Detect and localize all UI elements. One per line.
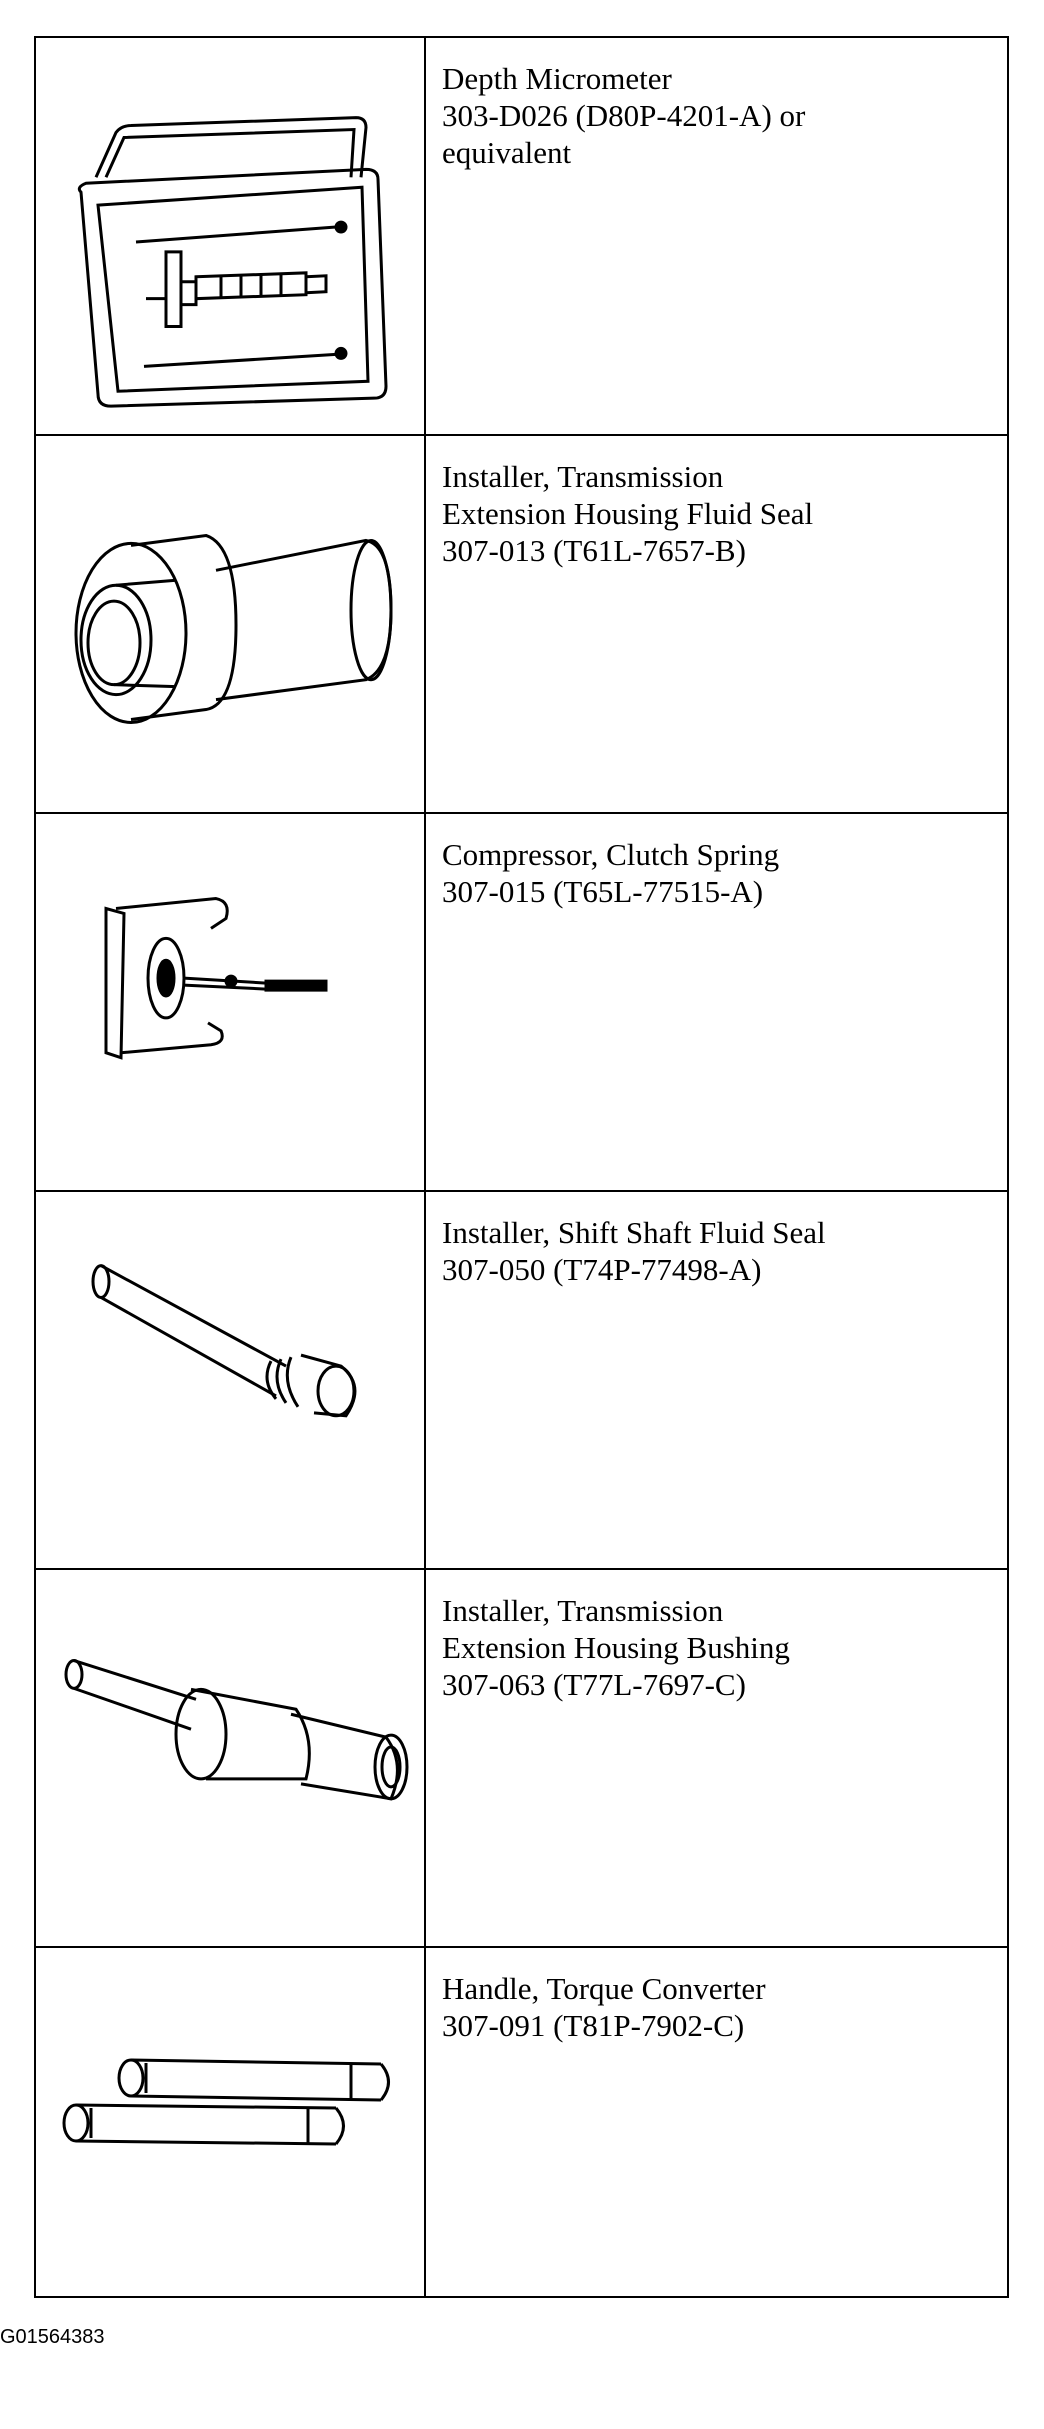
tool-image-cell [36,1192,426,1568]
tool-description [442,836,997,910]
tool-image-cell [36,1570,426,1946]
tool-row-extension-housing-fluid-seal-installer [36,436,1007,814]
tool-name: Handle, Torque Converter [442,1971,766,2006]
figure-code: G01564383 [0,2326,105,2348]
torque-converter-handle-illustration [36,1948,424,2296]
tool-part-number: 307-091 (T81P-7902-C) [442,2008,745,2043]
tool-note: equivalent [442,135,572,170]
tool-name-continued: Extension Housing Bushing [442,1630,790,1665]
tool-name: Depth Micrometer [442,61,672,96]
tool-row-torque-converter-handle [36,1948,1007,2296]
tool-row-shift-shaft-fluid-seal-installer [36,1192,1007,1570]
tool-image-cell [36,38,426,434]
tool-name: Installer, Transmission [442,1593,724,1628]
clutch-spring-compressor-illustration [36,814,424,1190]
tool-description [442,458,997,569]
tool-name: Installer, Shift Shaft Fluid Seal [442,1215,826,1250]
depth-micrometer-case-illustration [36,38,424,434]
tool-part-number: 307-013 (T61L-7657-B) [442,533,746,568]
tool-row-extension-housing-bushing-installer [36,1570,1007,1948]
special-tools-table [34,36,1009,2298]
tool-part-number: 303-D026 (D80P-4201-A) or [442,98,806,133]
tool-part-number: 307-050 (T74P-77498-A) [442,1252,762,1287]
tool-name-continued: Extension Housing Fluid Seal [442,496,814,531]
tool-image-cell [36,814,426,1190]
tool-description [442,1592,997,1703]
tool-part-number: 307-015 (T65L-77515-A) [442,874,764,909]
shift-shaft-fluid-seal-installer-illustration [36,1192,424,1568]
tool-image-cell [36,436,426,812]
tool-row-clutch-spring-compressor [36,814,1007,1192]
extension-housing-bushing-installer-illustration [36,1570,424,1946]
tool-description [442,60,997,171]
tool-name: Installer, Transmission [442,459,724,494]
tool-description [442,1214,997,1288]
tool-row-depth-micrometer [36,38,1007,436]
tool-name: Compressor, Clutch Spring [442,837,780,872]
extension-housing-fluid-seal-installer-illustration [36,436,424,812]
tool-description [442,1970,997,2044]
tool-image-cell [36,1948,426,2296]
tool-part-number: 307-063 (T77L-7697-C) [442,1667,746,1702]
